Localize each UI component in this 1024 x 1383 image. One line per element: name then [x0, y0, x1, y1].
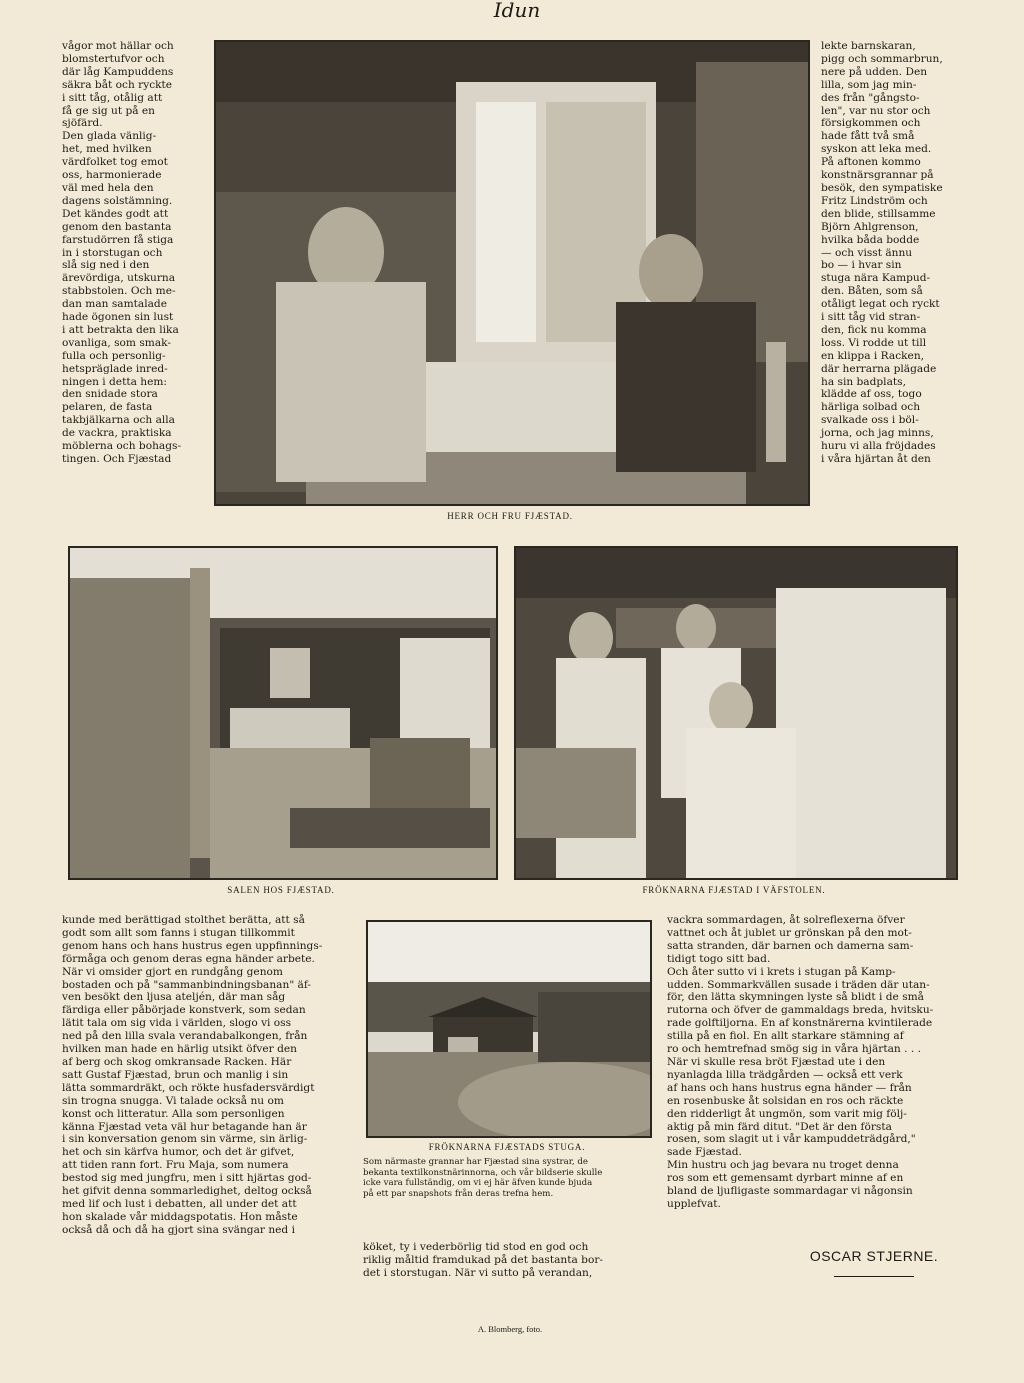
masthead: [462, 0, 572, 26]
caption-mid-right-photo: FRÖKNARNA FJÆSTAD I VÄFSTOLEN.: [642, 885, 826, 895]
article-column-middle-bottom: köket, ty i vederbörlig tid stod en god och riklig måltid framdukad på det bastanta bor- det i storstugan. När vi sutto på verandan,: [363, 1241, 603, 1279]
caption-bottom-photo: FRÖKNARNA FJÆSTADS STUGA.: [428, 1142, 586, 1152]
caption-top-photo: HERR OCH FRU FJÆSTAD.: [447, 511, 573, 521]
caption-mid-left-photo: SALEN HOS FJÆSTAD.: [227, 885, 335, 895]
photo-image: [70, 548, 496, 878]
author-signature: [804, 1248, 944, 1264]
photo-image: [368, 922, 650, 1136]
photo-image: [216, 42, 808, 504]
photo-froknarna-i-vafstolen: [514, 546, 958, 880]
article-column-left-top: vågor mot hällar och blomstertufvor och där låg Kampuddens säkra båt och ryckte i sitt tåg, otålig att få ge sig ut på en sjöfärd. Den glada vänlig- het, med hvilken värdfolket tog emot oss, harmonierade väl med hela den dagens solstämning. Det kändes godt att genom den bastanta farstudörren få stiga in i storstugan och slå sig ned i den ärevördiga, utskurna stabbstolen. Och me- dan man samtalade hade ögonen sin lust i att betrakta den lika ovanliga, som smak- fulla och personlig- hetspräglade inred- ningen i detta hem: den snidade stora pelaren, de fasta takbjälkarna och alla de vackra, praktiska möblerna och bohags- tingen. Och Fjæstad: [62, 40, 182, 465]
photo-froknarna-fjaestads-stuga: [366, 920, 652, 1138]
photo-image: [516, 548, 956, 878]
photo-salen-hos-fjaestad: [68, 546, 498, 880]
author-name: OSCAR STJERNE.: [809, 1248, 939, 1264]
article-column-right-bottom: vackra sommardagen, åt solreflexerna öfver vattnet och åt jublet ur grönskan på den mot- satta stranden, där barnen och damerna sam- tidigt togo sitt bad. Och åter sutto vi i krets i stugan på Kamp- udden. Sommarkvällen susade i träden där utan- för, den lätta skymningen lyste så blidt i de små rutorna och öfver de gammaldags breda, hvitsku- rade golftiljorna. En af konstnärerna kvintilerade stilla på en fiol. En allt starkare stämning af ro och hemtrefnad smög sig in våra hjärtan . . . När vi skulle resa bröt Fjæstad ute i den nyanlagda lilla trädgården — också ett verk af hans och hans hustrus egna händer — från en rosenbuske åt solsidan en ros och räckte den ridderligt åt ungmön, som varit mig följ- aktig på min färd ditut. "Det är den första rosen, som slagit ut i vår kampuddeträdgård," sade Fjæstad. Min hustru och jag bevara nu troget denna ros som ett gemensamt dyrbart minne af en bland de ljufligaste sommardagar vi någonsin upplefvat.: [667, 914, 934, 1210]
photo-herr-och-fru-fjaestad: [214, 40, 810, 506]
caption-bottom-note: Som närmaste grannar har Fjæstad sina systrar, de bekanta textilkonstnärinnorna, och vår bildserie skulle icke vara fullständig, om vi ej här äfven kunde bjuda på ett par snapshots från deras trefna hem.: [363, 1157, 603, 1199]
signature-rule: [834, 1276, 914, 1277]
masthead-title: Idun: [493, 0, 541, 22]
photo-credit: A. Blomberg, foto.: [477, 1324, 543, 1334]
article-column-left-bottom: kunde med berättigad stolthet berätta, att så godt som allt som fanns i stugan tillkommit genom hans och hans hustrus egen uppfinnings- förmåga och genom deras egna händer arbete. När vi omsider gjort en rundgång genom bostaden och på "sammanbindningsbanan" äf- ven besökt den ljusa ateljén, där man såg färdiga eller påbörjade konstverk, som sedan lätit tala om sig vida i världen, slogo vi oss ned på den lilla svala verandabalkongen, från hvilken man hade en härlig utsikt öfver den af berg och skog omkransade Racken. Här satt Gustaf Fjæstad, brun och manlig i sin lätta sommardräkt, och rökte husfadersvärdigt sin trogna snugga. Vi talade också nu om konst och litteratur. Alla som personligen känna Fjæstad veta väl hur betagande han är i sin konversation genom sin värme, sin ärlig- het och sin kärfva humor, och det är gifvet, att tiden rann fort. Fru Maja, som numera bestod sig med jungfru, men i sitt hjärtas god- het gifvit denna sommarledighet, deltog också med lif och lust i debatten, all under det att hon skalade vår middagspotatis. Hon måste också då och då ha gjort sina svängar ned i: [62, 914, 323, 1236]
article-column-right-top: lekte barnskaran, pigg och sommarbrun, nere på udden. Den lilla, som jag min- des från "gångsto- len", var nu stor och försigkommen och hade fått två små syskon att leka med. På aftonen kommo konstnärsgrannar på besök, den sympatiske Fritz Lindström och den blide, stillsamme Björn Ahlgrenson, hvilka båda bodde — och visst ännu bo — i hvar sin stuga nära Kampud- den. Båten, som så otåligt legat och ryckt i sitt tåg vid stran- den, fick nu komma loss. Vi rodde ut till en klippa i Racken, där herrarna plägade ha sin badplats, klädde af oss, togo härliga solbad och svalkade oss i böl- jorna, och jag minns, huru vi alla fröjdades i våra hjärtan åt den: [821, 40, 943, 465]
